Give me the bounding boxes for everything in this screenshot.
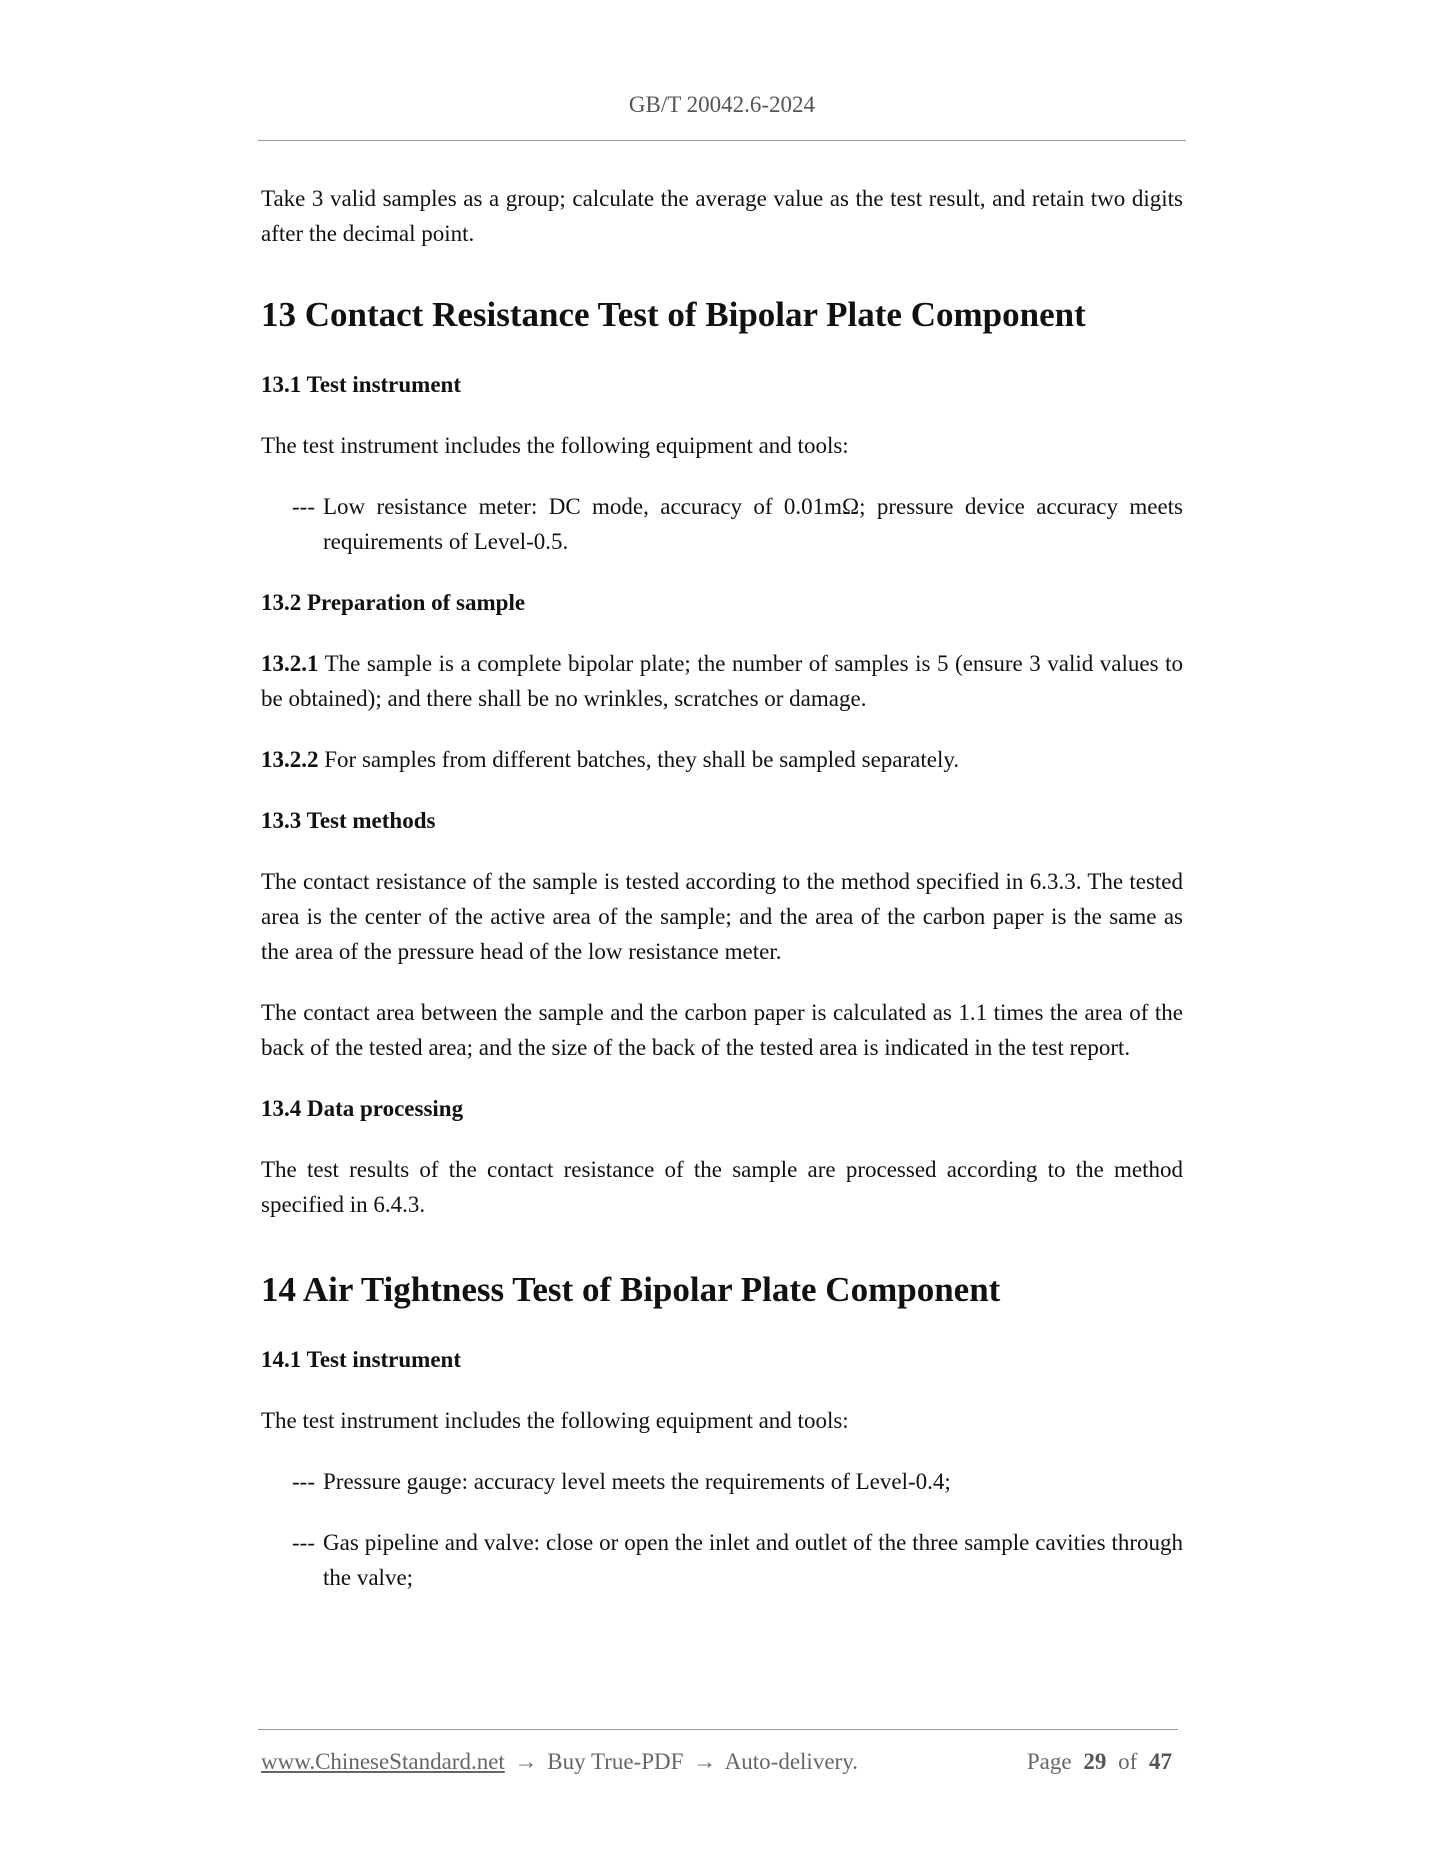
arrow-right-icon: → [514, 1749, 538, 1774]
clause-number: 13.2.1 [261, 651, 319, 676]
list-item-text: Gas pipeline and valve: close or open the inlet and outlet of the three sample cavities through the valve; [323, 1530, 1183, 1590]
page-content [261, 181, 1183, 1621]
subsection-14-1-text: The test instrument includes the following equipment and tools: [261, 1408, 849, 1433]
page-header-standard-code: GB/T 20042.6-2024 [628, 92, 816, 117]
subsection-13-3-paragraph-2: The contact area between the sample and the carbon paper is calculated as 1.1 times the area of the back of the tested area; and the size of the back of the tested area is indicated in the test report. [261, 1000, 1183, 1060]
list-dash: --- [292, 1469, 315, 1494]
clause-13-2-2 [261, 742, 1183, 777]
subsection-13-4-text: The test results of the contact resistance of the sample are processed according to the method specified in 6.4.3. [261, 1157, 1183, 1217]
list-dash: --- [292, 1530, 315, 1555]
subsection-14-1-heading: 14.1 Test instrument [261, 1347, 461, 1372]
site-link[interactable]: www.ChineseStandard.net [261, 1749, 505, 1774]
footer-promo [261, 1749, 858, 1775]
page-indicator [1027, 1749, 1178, 1775]
subsection-13-2-heading: 13.2 Preparation of sample [261, 590, 526, 615]
arrow-right-icon: → [693, 1749, 717, 1774]
list-dash: --- [292, 494, 315, 519]
list-item-text: Low resistance meter: DC mode, accuracy of 0.01mΩ; pressure device accuracy meets requirements of Level-0.5. [323, 494, 1183, 554]
of-label: of [1118, 1749, 1138, 1774]
page-number: 29 [1083, 1749, 1107, 1774]
section-14-heading: 14 Air Tightness Test of Bipolar Plate Component [261, 1270, 1001, 1309]
section-13-heading: 13 Contact Resistance Test of Bipolar Plate Component [261, 295, 1086, 334]
clause-number: 13.2.2 [261, 747, 319, 772]
intro-paragraph: Take 3 valid samples as a group; calculate the average value as the test result, and retain two digits after the decimal point. [261, 186, 1183, 246]
subsection-13-1-heading: 13.1 Test instrument [261, 372, 461, 397]
subsection-13-1-text: The test instrument includes the following equipment and tools: [261, 433, 849, 458]
subsection-13-3-heading: 13.3 Test methods [261, 808, 436, 833]
clause-13-2-1 [261, 646, 1183, 716]
buy-true-pdf-text: Buy True-PDF [547, 1749, 684, 1774]
clause-text: The sample is a complete bipolar plate; the number of samples is 5 (ensure 3 valid values to be obtained); and there shall be no wrinkles, scratches or damage. [261, 651, 1183, 711]
list-item [261, 1464, 1183, 1499]
list-item-text: Pressure gauge: accuracy level meets the requirements of Level-0.4; [323, 1469, 951, 1494]
list-item [261, 489, 1183, 559]
list-item [261, 1525, 1183, 1595]
footer-divider [258, 1729, 1178, 1730]
subsection-13-3-paragraph-1: The contact resistance of the sample is tested according to the method specified in 6.3.3. The tested area is the center of the active area of the sample; and the area of the carbon paper is the same as the area of the pressure head of the low resistance meter. [261, 869, 1183, 964]
auto-delivery-text: Auto-delivery. [724, 1749, 858, 1774]
page-total: 47 [1149, 1749, 1172, 1774]
subsection-13-4-heading: 13.4 Data processing [261, 1096, 464, 1121]
header-divider [258, 140, 1186, 141]
page-label: Page [1026, 1749, 1072, 1774]
clause-text: For samples from different batches, they shall be sampled separately. [324, 747, 960, 772]
